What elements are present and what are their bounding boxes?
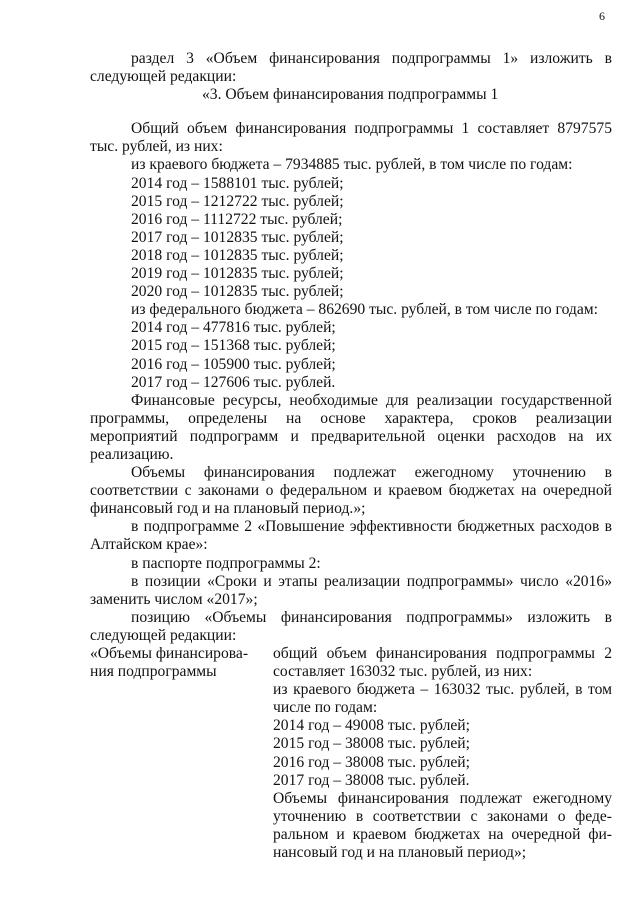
- financing-table: [90, 645, 612, 862]
- table-year-line: 2015 год – 38008 тыс. рублей;: [273, 735, 470, 753]
- deadlines-paragraph: в позиции «Сроки и этапы реализации подпрограммы» число «2016» заменить числом «2017»;: [90, 572, 612, 608]
- table-left-label-line: «Объемы финансирова-: [90, 645, 249, 662]
- regional-year-line: 2020 год – 1012835 тыс. рублей;: [131, 283, 344, 301]
- section-title: «3. Объем финансирования подпрограммы 1: [202, 86, 499, 104]
- federal-budget-years: [90, 319, 612, 391]
- volumes-paragraph: Объемы финансирования подлежат ежегодному уточнению в соответствии с законами о федеральном и краевом бюджетах на очередной финансовый год и на плановый период.»;: [90, 464, 612, 518]
- regional-year-line: 2018 год – 1012835 тыс. рублей;: [131, 246, 344, 264]
- document-body: [90, 50, 612, 862]
- federal-year-line: 2015 год – 151368 тыс. рублей;: [131, 337, 336, 355]
- page-number: 6: [599, 9, 605, 23]
- regional-year-line: 2016 год – 1112722 тыс. рублей;: [131, 210, 343, 228]
- spacer: [90, 104, 612, 120]
- table-left-label-line: ния подпрограммы: [90, 663, 217, 681]
- total-financing-paragraph: Общий объем финансирования подпрограммы 1 составляет 8797575 тыс. рублей, из них:: [90, 120, 612, 156]
- table-right-cell: [273, 645, 612, 862]
- table-year-line: 2014 год – 49008 тыс. рублей;: [273, 717, 470, 735]
- table-left-cell: [90, 645, 273, 862]
- resources-paragraph: Финансовые ресурсы, необходимые для реализации государственной программы, определены на основе характера, сроков реализации мероприятий подпрограмм и предварительной оценки расходов на их реализацию.: [90, 391, 612, 463]
- table-note-text: Объемы финансирования подлежат ежегодному уточнению в соответствии с законами о феде-ральном и краевом бюджетах на очередной фи-нансовый год и на плановый период»;: [273, 789, 612, 862]
- table-year-line: 2016 год – 38008 тыс. рублей;: [273, 753, 470, 771]
- volumes-position-paragraph: позицию «Объемы финансирования подпрограммы» изложить в следующей редакции:: [90, 608, 612, 644]
- regional-year-line: 2017 год – 1012835 тыс. рублей;: [131, 228, 344, 246]
- regional-year-line: 2015 год – 1212722 тыс. рублей;: [131, 192, 344, 210]
- federal-year-line: 2016 год – 105900 тыс. рублей;: [131, 355, 336, 373]
- federal-budget-header: из федерального бюджета – 862690 тыс. рублей, в том числе по годам:: [131, 301, 598, 319]
- federal-year-line: 2017 год – 127606 тыс. рублей.: [131, 373, 336, 391]
- regional-budget-years: [90, 175, 612, 302]
- table-year-line: 2017 год – 38008 тыс. рублей.: [273, 771, 470, 789]
- table-regional-text: из краевого бюджета – 163032 тыс. рублей, в том числе по годам:: [273, 681, 612, 717]
- subprogram-2-paragraph: в подпрограмме 2 «Повышение эффективности бюджетных расходов в Алтайском крае»:: [90, 518, 612, 554]
- intro-paragraph: раздел 3 «Объем финансирования подпрограммы 1» изложить в следующей редакции:: [90, 50, 612, 86]
- passport-paragraph: в паспорте подпрограммы 2:: [131, 554, 321, 572]
- regional-budget-header: из краевого бюджета – 7934885 тыс. рублей, в том числе по годам:: [131, 156, 573, 174]
- regional-year-line: 2014 год – 1588101 тыс. рублей;: [131, 174, 344, 192]
- federal-year-line: 2014 год – 477816 тыс. рублей;: [131, 319, 336, 337]
- regional-year-line: 2019 год – 1012835 тыс. рублей;: [131, 265, 344, 283]
- table-total-text: общий объем финансирования подпрограммы 2 составляет 163032 тыс. рублей, из них:: [273, 645, 612, 681]
